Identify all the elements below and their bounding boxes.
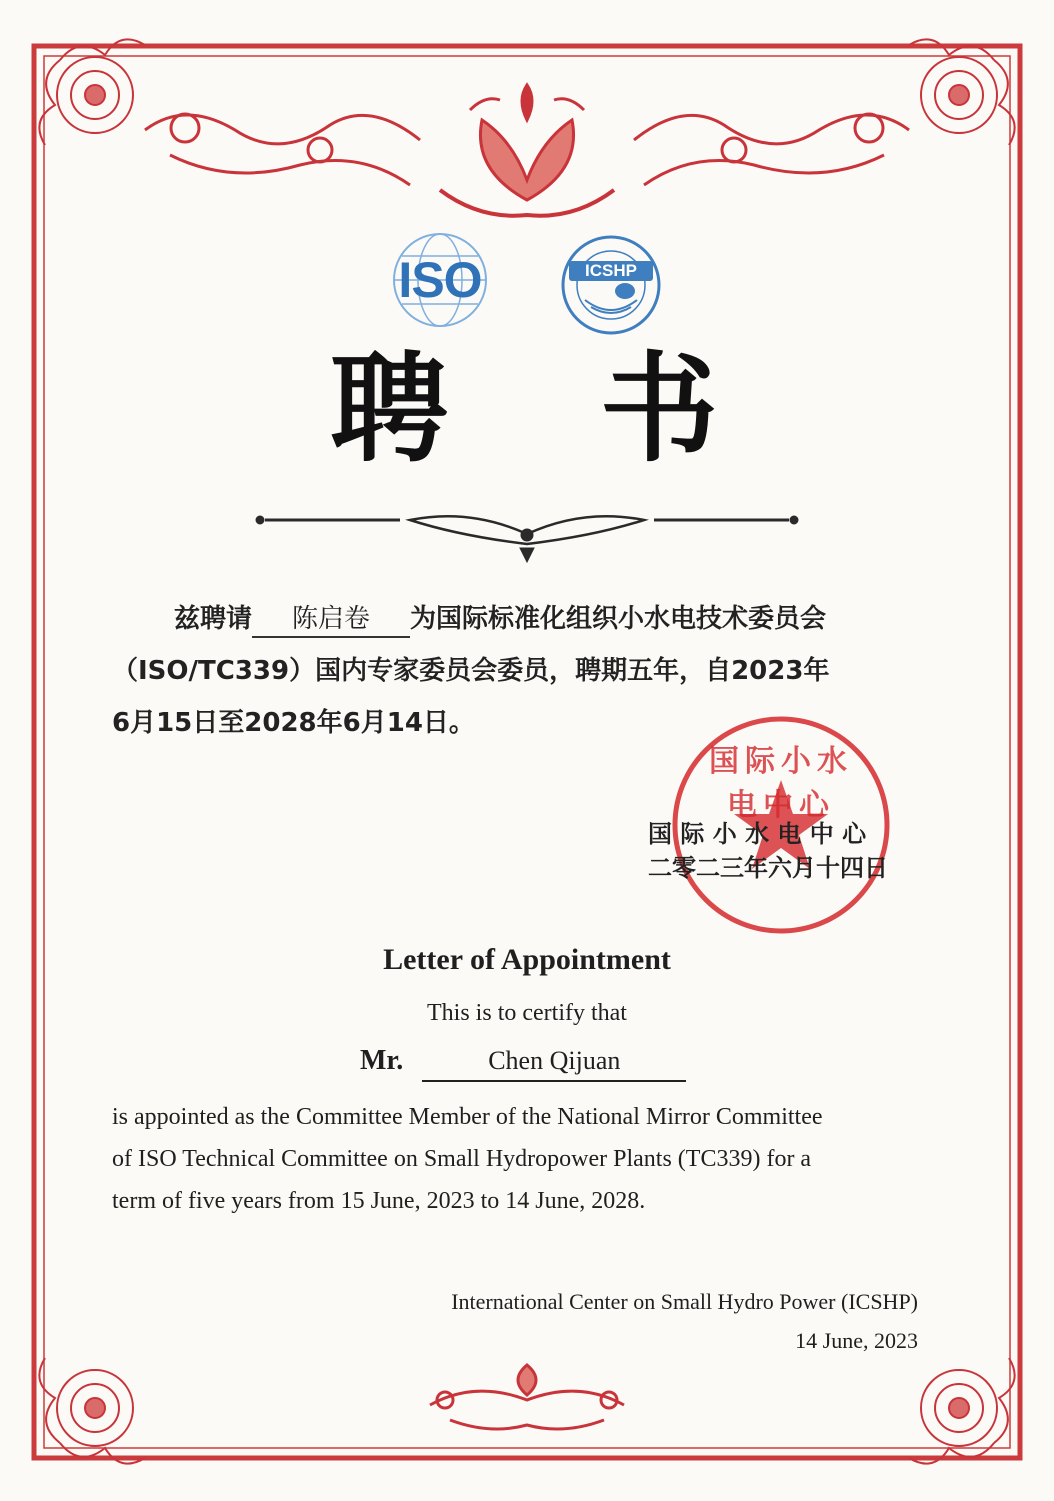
cn-line1-prefix: 兹聘请 [174,604,253,634]
en-appointee-name: Chen Qijuan [422,1042,686,1082]
globe-wreath-icon [555,235,667,335]
cn-line1-suffix: 为国际标准化组织小水电技术委员会 [410,604,827,634]
en-signature-date: 14 June, 2023 [795,1328,918,1353]
en-appointee-line [360,1042,686,1082]
cn-body-line-1 [174,602,826,638]
title-divider [256,516,798,562]
corner-ornament-top-left [39,39,145,145]
corner-ornament-top-right [909,39,1015,145]
cn-body-line-3: 6月15日至2028年6月14日。 [112,708,475,738]
en-body-line-2: of ISO Technical Committee on Small Hydropower Plants (TC339) for a [112,1146,812,1172]
cn-appointee-name: 陈启卷 [252,602,410,638]
cn-signature-date: 二零二三年六月十四日 [648,854,888,882]
cn-signature-org: 国 际 小 水 电 中 心 [648,820,867,848]
cn-body-line-2: （ISO/TC339）国内专家委员会委员，聘期五年，自2023年 [112,656,830,686]
en-body-line-3: term of five years from 15 June, 2023 to 14 June, 2028. [112,1188,646,1214]
iso-logo [380,230,500,330]
bottom-ornament [430,1365,624,1429]
title-char-1: 聘 [330,339,449,478]
title-char-2: 书 [600,339,719,478]
en-signature-org: International Center on Small Hydro Power (ICSHP) [451,1289,918,1314]
icshp-logo [555,235,667,335]
en-body-line-1: is appointed as the Committee Member of the National Mirror Committee [112,1104,823,1130]
icshp-logo-text: ICSHP [569,261,653,281]
top-lotus-ornament [145,85,909,216]
seal-text: 国际小水电中心 [709,744,853,823]
en-title: Letter of Appointment [383,943,671,976]
en-salutation: Mr. [360,1045,404,1076]
en-certify-line: This is to certify that [427,1000,627,1026]
iso-logo-text: ISO [398,252,482,308]
